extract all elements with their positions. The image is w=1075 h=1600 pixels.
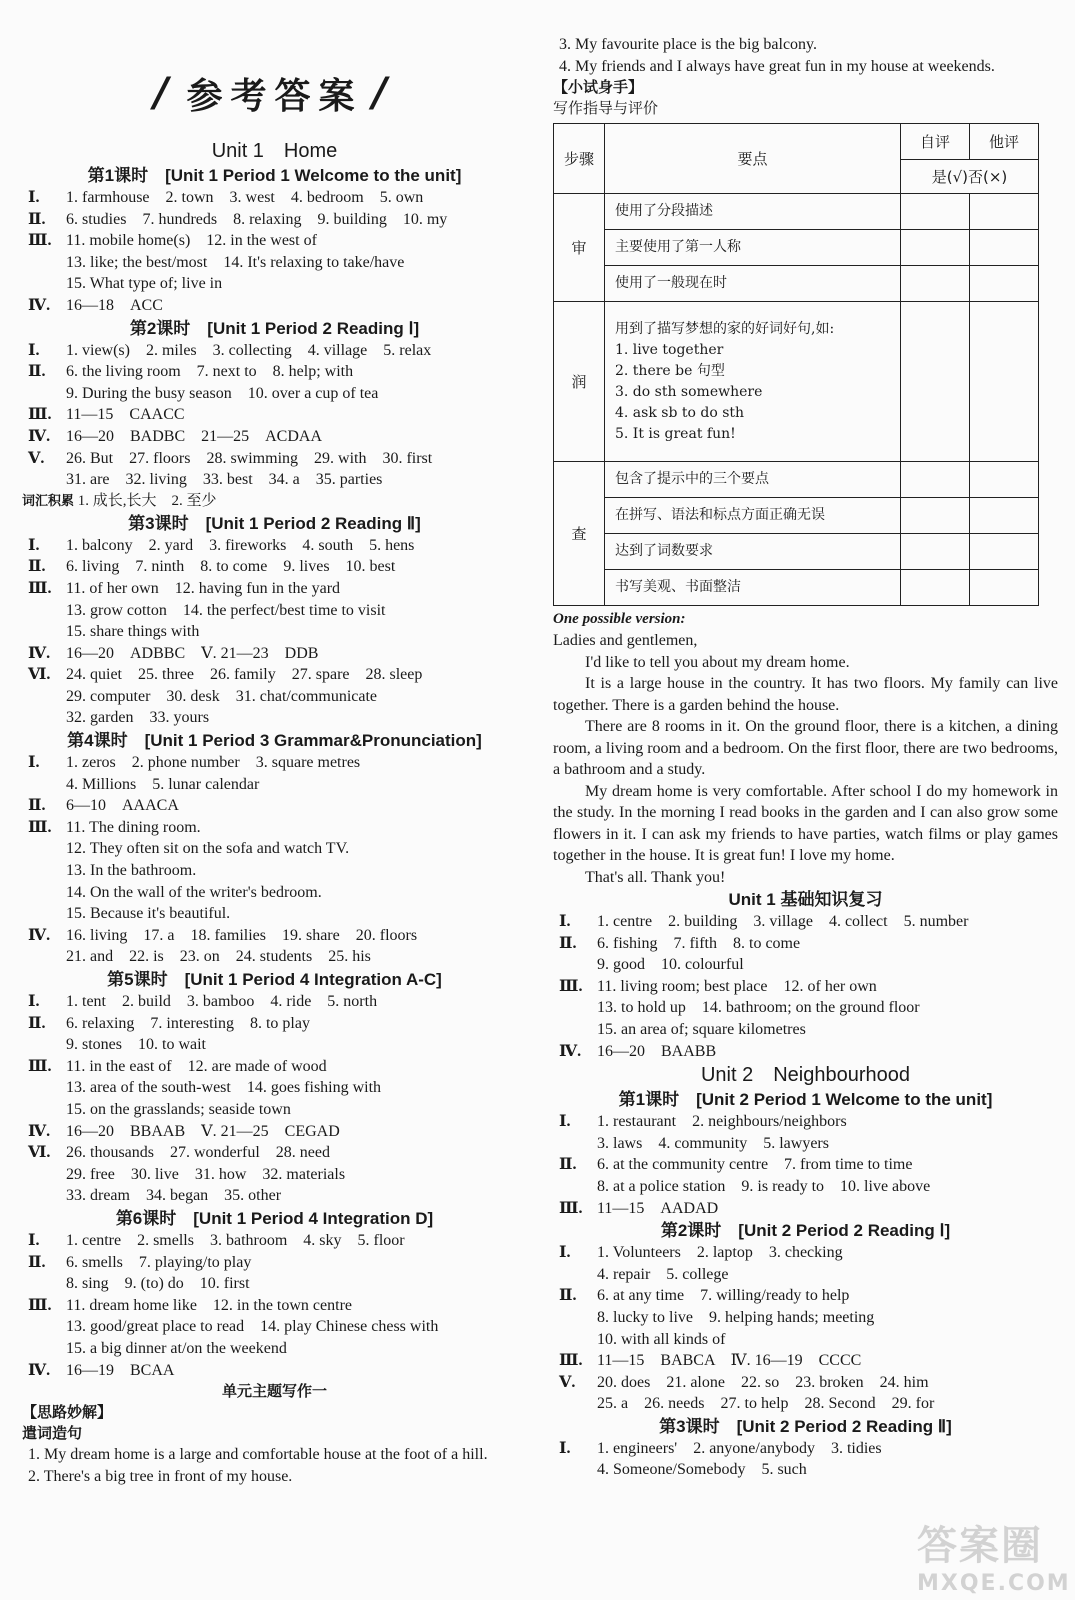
- section-numeral: Ⅰ.: [559, 913, 571, 930]
- answer-line: [22, 664, 527, 686]
- answer-line: [22, 1360, 527, 1382]
- step-polish: 润: [554, 302, 605, 462]
- answer-list: [22, 340, 527, 491]
- answer-line: [22, 578, 527, 600]
- answer-text: 26. thousands 27. wonderful 28. need: [66, 1144, 330, 1162]
- answer-text: 1. tent 2. build 3. bamboo 4. ride 5. north: [66, 993, 378, 1010]
- answer-line: [22, 774, 527, 796]
- answer-text: 4. repair 5. college: [597, 1265, 729, 1283]
- answer-text: 8. sing 9. (to) do 10. first: [66, 1275, 250, 1293]
- answer-line: [22, 1077, 527, 1099]
- answer-line: [22, 1142, 527, 1164]
- other-cell: [970, 266, 1039, 302]
- point: 达到了词数要求: [605, 534, 901, 570]
- answer-text: 3. laws 4. community 5. lawyers: [597, 1134, 829, 1152]
- answer-line: [22, 361, 527, 383]
- answer-text: 16—20 ADBBC Ⅴ. 21—23 DDB: [66, 644, 319, 662]
- section-numeral: Ⅵ.: [28, 1144, 51, 1162]
- left-column: [22, 0, 527, 1487]
- answer-text: 24. quiet 25. three 26. family 27. spare 28. sleep: [66, 666, 423, 684]
- section-numeral: Ⅲ.: [28, 818, 52, 836]
- answer-list: [553, 911, 1058, 1062]
- other-cell: [970, 302, 1039, 462]
- answer-line: [553, 1264, 1058, 1286]
- watermark-top: 答案圈: [917, 1523, 1043, 1569]
- answer-line: [22, 707, 527, 729]
- sentence-item: 3. My favourite place is the big balcony.: [559, 36, 817, 53]
- answer-line: [22, 1013, 527, 1035]
- answer-line: [553, 1133, 1058, 1155]
- guide-title: 写作指导与评价: [553, 99, 659, 117]
- answer-text: 6. studies 7. hundreds 8. relaxing 9. building 10. my: [66, 210, 448, 228]
- essay-line: Ladies and gentlemen,: [553, 632, 698, 649]
- answer-line: [553, 1350, 1058, 1372]
- watermark-logo: [917, 1514, 1071, 1596]
- sentence-item: 1. My dream home is a large and comfortable house at the foot of a hill.: [28, 1446, 488, 1464]
- answer-list: [22, 991, 527, 1207]
- period-title: 第2课时 [Unit 1 Period 2 Reading Ⅰ]: [129, 318, 420, 338]
- answer-line: [22, 860, 527, 882]
- sentence-list: [22, 1444, 527, 1487]
- unit1-title: Unit 1 Home: [211, 140, 338, 162]
- answer-line: [553, 911, 1058, 933]
- section-numeral: Ⅰ.: [28, 341, 40, 359]
- answer-line: [22, 273, 527, 295]
- section-numeral: Ⅰ.: [28, 1231, 40, 1249]
- vocab-text: 1. 成长,长大 2. 至少: [77, 492, 217, 509]
- essay-paragraph: My dream home is very comfortable. After school I do my homework in the study. In the morning I read books in the garden and I can also grow some flowers in it. I can ask my friends to have parties, watch films or play games together in the house. It is great fun! I love my home.: [553, 782, 1058, 864]
- answer-line: [22, 1252, 527, 1274]
- answer-text: 16—20 BBAAB Ⅴ. 21—25 CEGAD: [66, 1122, 340, 1140]
- section-numeral: Ⅴ.: [28, 449, 45, 467]
- answer-text: 31. are 32. living 33. best 34. a 35. parties: [66, 471, 383, 489]
- section-numeral: Ⅱ.: [559, 1287, 577, 1305]
- answer-text: 8. at a police station 9. is ready to 10. live above: [597, 1177, 931, 1195]
- answer-line: [22, 643, 527, 665]
- vocab-label: 词汇积累: [22, 493, 75, 509]
- answer-text: 9. stones 10. to wait: [66, 1036, 206, 1054]
- answer-text: 13. grow cotton 14. the perfect/best time to visit: [66, 601, 386, 619]
- answer-line: [553, 1307, 1058, 1329]
- self-cell: [901, 230, 970, 266]
- point: 使用了一般现在时: [605, 266, 901, 302]
- answer-text: 15. What type of; live in: [66, 275, 223, 293]
- answer-text: 6—10 AAACA: [66, 797, 179, 815]
- answer-text: 11. mobile home(s) 12. in the west of: [66, 232, 317, 250]
- point: 5. It is great fun!: [615, 425, 736, 442]
- period-title: 第5课时 [Unit 1 Period 4 Integration A-C]: [107, 970, 442, 989]
- section-numeral: Ⅰ.: [28, 536, 40, 554]
- answer-line: [22, 946, 527, 968]
- answer-list: [553, 1111, 1058, 1219]
- essay-line: I'd like to tell you about my dream home.: [585, 653, 850, 671]
- point: 用到了描写梦想的家的好词好句,如:: [615, 320, 835, 337]
- answer-text: 16—20 BADBC 21—25 ACDAA: [66, 427, 323, 445]
- answer-text: 26. But 27. floors 28. swimming 29. with 30. first: [66, 449, 433, 467]
- step-review: 审: [554, 194, 605, 302]
- self-cell: [901, 266, 970, 302]
- answer-line: [553, 1329, 1058, 1351]
- xiaoshi-heading: 【小试身手】: [553, 78, 644, 96]
- point: 包含了提示中的三个要点: [605, 462, 901, 498]
- answer-text: 16—19 BCAA: [66, 1361, 175, 1379]
- section-numeral: Ⅳ.: [28, 926, 51, 944]
- section-numeral: Ⅱ.: [559, 934, 577, 952]
- section-numeral: Ⅱ.: [559, 1156, 577, 1174]
- section-numeral: Ⅲ.: [28, 1296, 52, 1314]
- section-numeral: Ⅱ.: [28, 797, 46, 815]
- point: 2. there be 句型: [615, 362, 725, 379]
- answer-text: 6. the living room 7. next to 8. help; with: [66, 363, 354, 381]
- answer-text: 21. and 22. is 23. on 24. students 25. his: [66, 948, 371, 966]
- answer-text: 1. restaurant 2. neighbours/neighbors: [597, 1113, 847, 1131]
- answer-line: [22, 1338, 527, 1360]
- answer-text: 15. on the grasslands; seaside town: [66, 1100, 291, 1118]
- self-cell: [901, 462, 970, 498]
- answer-line: [553, 1154, 1058, 1176]
- answer-line: [553, 1019, 1058, 1041]
- header-yes-no: 是(√)否(×): [901, 160, 1039, 194]
- sentence-item: 2. There's a big tree in front of my house.: [28, 1467, 293, 1485]
- answer-line: [22, 817, 527, 839]
- section-numeral: Ⅵ.: [28, 666, 51, 684]
- section-numeral: Ⅱ.: [28, 1014, 46, 1032]
- section-numeral: Ⅲ.: [28, 1057, 52, 1075]
- answer-line: [553, 933, 1058, 955]
- answer-line: [553, 954, 1058, 976]
- watermark-bottom: MXQE.COM: [917, 1571, 1071, 1596]
- other-cell: [970, 194, 1039, 230]
- answer-text: 16—20 BAABB: [597, 1042, 717, 1060]
- header-step: 步骤: [554, 124, 605, 194]
- point: 使用了分段描述: [605, 194, 901, 230]
- section-numeral: Ⅲ.: [28, 406, 52, 424]
- right-column: [553, 0, 1058, 1481]
- banner-slash-right: /: [372, 70, 396, 116]
- answer-line: [553, 1198, 1058, 1220]
- answer-text: 13. area of the south-west 14. goes fishing with: [66, 1079, 382, 1097]
- header-other: 他评: [970, 124, 1039, 160]
- self-cell: [901, 534, 970, 570]
- self-cell: [901, 194, 970, 230]
- answer-text: 15. an area of; square kilometres: [597, 1020, 806, 1038]
- section-numeral: Ⅲ.: [28, 579, 52, 597]
- section-numeral: Ⅲ.: [28, 232, 52, 250]
- writing-title: 单元主题写作一: [221, 1382, 327, 1401]
- answer-line: [22, 686, 527, 708]
- vocab-line: [22, 491, 527, 512]
- sentence-list: [553, 34, 1058, 77]
- answer-line: [22, 556, 527, 578]
- answer-text: 25. a 26. needs 27. to help 28. Second 29. for: [597, 1395, 935, 1413]
- other-cell: [970, 230, 1039, 266]
- answer-text: 13. good/great place to read 14. play Chinese chess with: [66, 1318, 439, 1336]
- answer-line: [22, 838, 527, 860]
- point: 主要使用了第一人称: [605, 230, 901, 266]
- answer-text: 1. Volunteers 2. laptop 3. checking: [597, 1244, 843, 1262]
- answer-list: [553, 1438, 1058, 1481]
- self-cell: [901, 302, 970, 462]
- answer-list: [22, 535, 527, 729]
- answer-line: [22, 1121, 527, 1143]
- answer-line: [22, 1273, 527, 1295]
- period-title: 第2课时 [Unit 2 Period 2 Reading Ⅰ]: [660, 1221, 951, 1241]
- evaluation-table: [553, 123, 1039, 606]
- answer-line: [553, 1372, 1058, 1394]
- answer-text: 11. The dining room.: [66, 818, 201, 836]
- answer-text: 33. dream 34. began 35. other: [66, 1187, 282, 1205]
- answer-text: 13. In the bathroom.: [66, 862, 197, 880]
- answer-text: 1. farmhouse 2. town 3. west 4. bedroom 5. own: [66, 189, 424, 206]
- answer-list: [22, 752, 527, 968]
- other-cell: [970, 462, 1039, 498]
- section-numeral: Ⅰ.: [28, 993, 40, 1010]
- silu-heading: 【思路妙解】: [22, 1403, 113, 1422]
- answer-text: 11. in the east of 12. are made of wood: [66, 1057, 327, 1075]
- answer-line: [22, 795, 527, 817]
- answer-text: 29. free 30. live 31. how 32. materials: [66, 1165, 346, 1183]
- answer-text: 13. like; the best/most 14. It's relaxing to take/have: [66, 253, 405, 271]
- answer-text: 4. Someone/Somebody 5. such: [597, 1461, 807, 1479]
- answer-text: 11. living room; best place 12. of her own: [597, 977, 877, 995]
- answer-line: [553, 1111, 1058, 1133]
- point: 3. do sth somewhere: [615, 383, 763, 400]
- self-cell: [901, 498, 970, 534]
- answer-line: [22, 209, 527, 231]
- header-self: 自评: [901, 124, 970, 160]
- point: 书写美观、书面整洁: [605, 570, 901, 606]
- answer-text: 8. lucky to live 9. helping hands; meeting: [597, 1308, 875, 1326]
- answer-text: 15. share things with: [66, 623, 200, 641]
- section-numeral: Ⅲ.: [559, 977, 583, 995]
- answer-text: 29. computer 30. desk 31. chat/communicate: [66, 687, 378, 705]
- answer-line: [553, 1438, 1058, 1460]
- section-numeral: Ⅳ.: [28, 644, 51, 662]
- answer-text: 9. good 10. colourful: [597, 956, 744, 974]
- answer-line: [22, 295, 527, 317]
- essay-paragraph: There are 8 rooms in it. On the ground floor, there is a kitchen, a dining room, a living room and a bedroom. On the first floor, there are two bedrooms, a bathroom and a study.: [553, 718, 1059, 778]
- answer-text: 20. does 21. alone 22. so 23. broken 24. him: [597, 1373, 929, 1391]
- answer-line: [22, 1164, 527, 1186]
- answer-line: [553, 1242, 1058, 1264]
- section-numeral: Ⅰ.: [28, 189, 40, 206]
- answer-line: [22, 1056, 527, 1078]
- answer-line: [22, 230, 527, 252]
- answer-line: [22, 187, 527, 209]
- section-numeral: Ⅳ.: [28, 1122, 51, 1140]
- period-title: 第3课时 [Unit 1 Period 2 Reading Ⅱ]: [128, 513, 421, 533]
- answer-line: [553, 1176, 1058, 1198]
- answer-line: [22, 600, 527, 622]
- section-numeral: Ⅱ.: [28, 363, 46, 381]
- unit2-title: Unit 2 Neighbourhood: [700, 1064, 911, 1087]
- answer-line: [553, 1459, 1058, 1481]
- answer-line: [22, 752, 527, 774]
- period-title: 第6课时 [Unit 1 Period 4 Integration D]: [115, 1208, 434, 1228]
- answer-line: [553, 1285, 1058, 1307]
- answer-text: 1. engineers' 2. anyone/anybody 3. tidies: [597, 1439, 882, 1457]
- section-numeral: Ⅳ.: [28, 427, 51, 445]
- section-numeral: Ⅰ.: [559, 1113, 571, 1131]
- answer-text: 4. Millions 5. lunar calendar: [66, 775, 260, 793]
- period-title: 第1课时 [Unit 2 Period 1 Welcome to the unit]: [618, 1090, 993, 1110]
- answer-text: 6. fishing 7. fifth 8. to come: [597, 934, 801, 952]
- answer-line: [22, 404, 527, 426]
- answer-text: 1. centre 2. building 3. village 4. collect 5. number: [597, 913, 969, 930]
- period-title: 第1课时 [Unit 1 Period 1 Welcome to the unit]: [87, 166, 462, 185]
- answer-text: 6. smells 7. playing/to play: [66, 1253, 252, 1271]
- answer-line: [22, 1295, 527, 1317]
- answer-line: [22, 1185, 527, 1207]
- answer-line: [22, 448, 527, 470]
- answer-text: 15. Because it's beautiful.: [66, 905, 231, 923]
- qianci-heading: 遣词造句: [22, 1424, 83, 1443]
- section-numeral: Ⅳ.: [28, 296, 51, 314]
- banner-slash-left: /: [153, 70, 177, 116]
- section-numeral: Ⅰ.: [559, 1439, 571, 1457]
- point: 4. ask sb to do sth: [615, 404, 745, 421]
- self-cell: [901, 570, 970, 606]
- answer-text: 1. zeros 2. phone number 3. square metres: [66, 754, 361, 772]
- answer-text: 6. living 7. ninth 8. to come 9. lives 10. best: [66, 558, 396, 576]
- section-numeral: Ⅱ.: [28, 1253, 46, 1271]
- answer-text: 9. During the busy season 10. over a cup of tea: [66, 384, 379, 402]
- header-point: 要点: [605, 124, 901, 194]
- section-numeral: Ⅰ.: [559, 1244, 571, 1262]
- sentence-item: 4. My friends and I always have great fun in my house at weekends.: [559, 57, 995, 75]
- answer-line: [553, 1393, 1058, 1415]
- answer-line: [553, 997, 1058, 1019]
- answer-text: 14. On the wall of the writer's bedroom.: [66, 883, 322, 901]
- answer-line: [22, 535, 527, 557]
- review-title: Unit 1 基础知识复习: [728, 890, 883, 909]
- section-numeral: Ⅳ.: [559, 1042, 582, 1060]
- section-numeral: Ⅲ.: [559, 1352, 583, 1370]
- answer-text: 11—15 BABCA Ⅳ. 16—19 CCCC: [597, 1352, 862, 1370]
- answer-line: [22, 925, 527, 947]
- answer-text: 1. centre 2. smells 3. bathroom 4. sky 5. floor: [66, 1231, 405, 1249]
- answer-text: 6. at any time 7. willing/ready to help: [597, 1287, 850, 1305]
- answer-line: [22, 252, 527, 274]
- answer-line: [22, 1230, 527, 1252]
- period-title: 第3课时 [Unit 2 Period 2 Reading Ⅱ]: [659, 1416, 952, 1436]
- banner-title: 参考答案: [186, 75, 363, 117]
- answer-line: [22, 340, 527, 362]
- answer-text: 6. at the community centre 7. from time to time: [597, 1156, 913, 1174]
- other-cell: [970, 570, 1039, 606]
- answer-line: [22, 991, 527, 1013]
- answer-line: [22, 1316, 527, 1338]
- answer-text: 11—15 AADAD: [597, 1199, 719, 1217]
- answer-line: [22, 882, 527, 904]
- answer-line: [22, 1099, 527, 1121]
- answer-text: 12. They often sit on the sofa and watch TV.: [66, 840, 350, 858]
- answer-text: 10. with all kinds of: [597, 1330, 726, 1348]
- answer-text: 16. living 17. a 18. families 19. share 20. floors: [66, 926, 418, 944]
- answer-text: 11. dream home like 12. in the town centre: [66, 1296, 352, 1314]
- answer-text: 11—15 CAACC: [66, 406, 185, 424]
- answer-line: [22, 469, 527, 491]
- answer-text: 15. a big dinner at/on the weekend: [66, 1339, 287, 1357]
- point: 1. live together: [615, 341, 724, 358]
- answer-text: 1. view(s) 2. miles 3. collecting 4. village 5. relax: [66, 341, 432, 359]
- section-numeral: Ⅰ.: [28, 754, 40, 772]
- answer-list: [22, 1230, 527, 1381]
- section-numeral: Ⅴ.: [559, 1373, 576, 1391]
- answer-line: [22, 426, 527, 448]
- point-polish: [605, 302, 901, 462]
- answer-text: 16—18 ACC: [66, 296, 163, 314]
- other-cell: [970, 534, 1039, 570]
- essay-line: That's all. Thank you!: [585, 868, 726, 886]
- version-label: One possible version:: [553, 611, 686, 627]
- answer-text: 1. balcony 2. yard 3. fireworks 4. south 5. hens: [66, 536, 415, 554]
- answer-text: 6. relaxing 7. interesting 8. to play: [66, 1014, 310, 1032]
- period-title: 第4课时 [Unit 1 Period 3 Grammar&Pronunciation]: [67, 731, 482, 751]
- answer-line: [553, 976, 1058, 998]
- answer-line: [22, 621, 527, 643]
- answer-line: [553, 1041, 1058, 1063]
- section-numeral: Ⅲ.: [559, 1199, 583, 1217]
- essay-paragraph: It is a large house in the country. It has two floors. My family can live together. There is a garden behind the house.: [553, 675, 1058, 714]
- answer-list: [553, 1242, 1058, 1415]
- answer-key-banner: [22, 54, 527, 132]
- answer-line: [22, 903, 527, 925]
- point: 在拼写、语法和标点方面正确无误: [605, 498, 901, 534]
- answer-list: [22, 187, 527, 317]
- answer-text: 13. to hold up 14. bathroom; on the ground floor: [597, 999, 920, 1017]
- answer-text: 11. of her own 12. having fun in the yard: [66, 579, 341, 597]
- section-numeral: Ⅱ.: [28, 558, 46, 576]
- answer-line: [22, 383, 527, 405]
- other-cell: [970, 498, 1039, 534]
- step-check: 查: [554, 462, 605, 606]
- section-numeral: Ⅱ.: [28, 210, 46, 228]
- answer-text: 32. garden 33. yours: [66, 709, 210, 727]
- section-numeral: Ⅳ.: [28, 1361, 51, 1379]
- answer-line: [22, 1034, 527, 1056]
